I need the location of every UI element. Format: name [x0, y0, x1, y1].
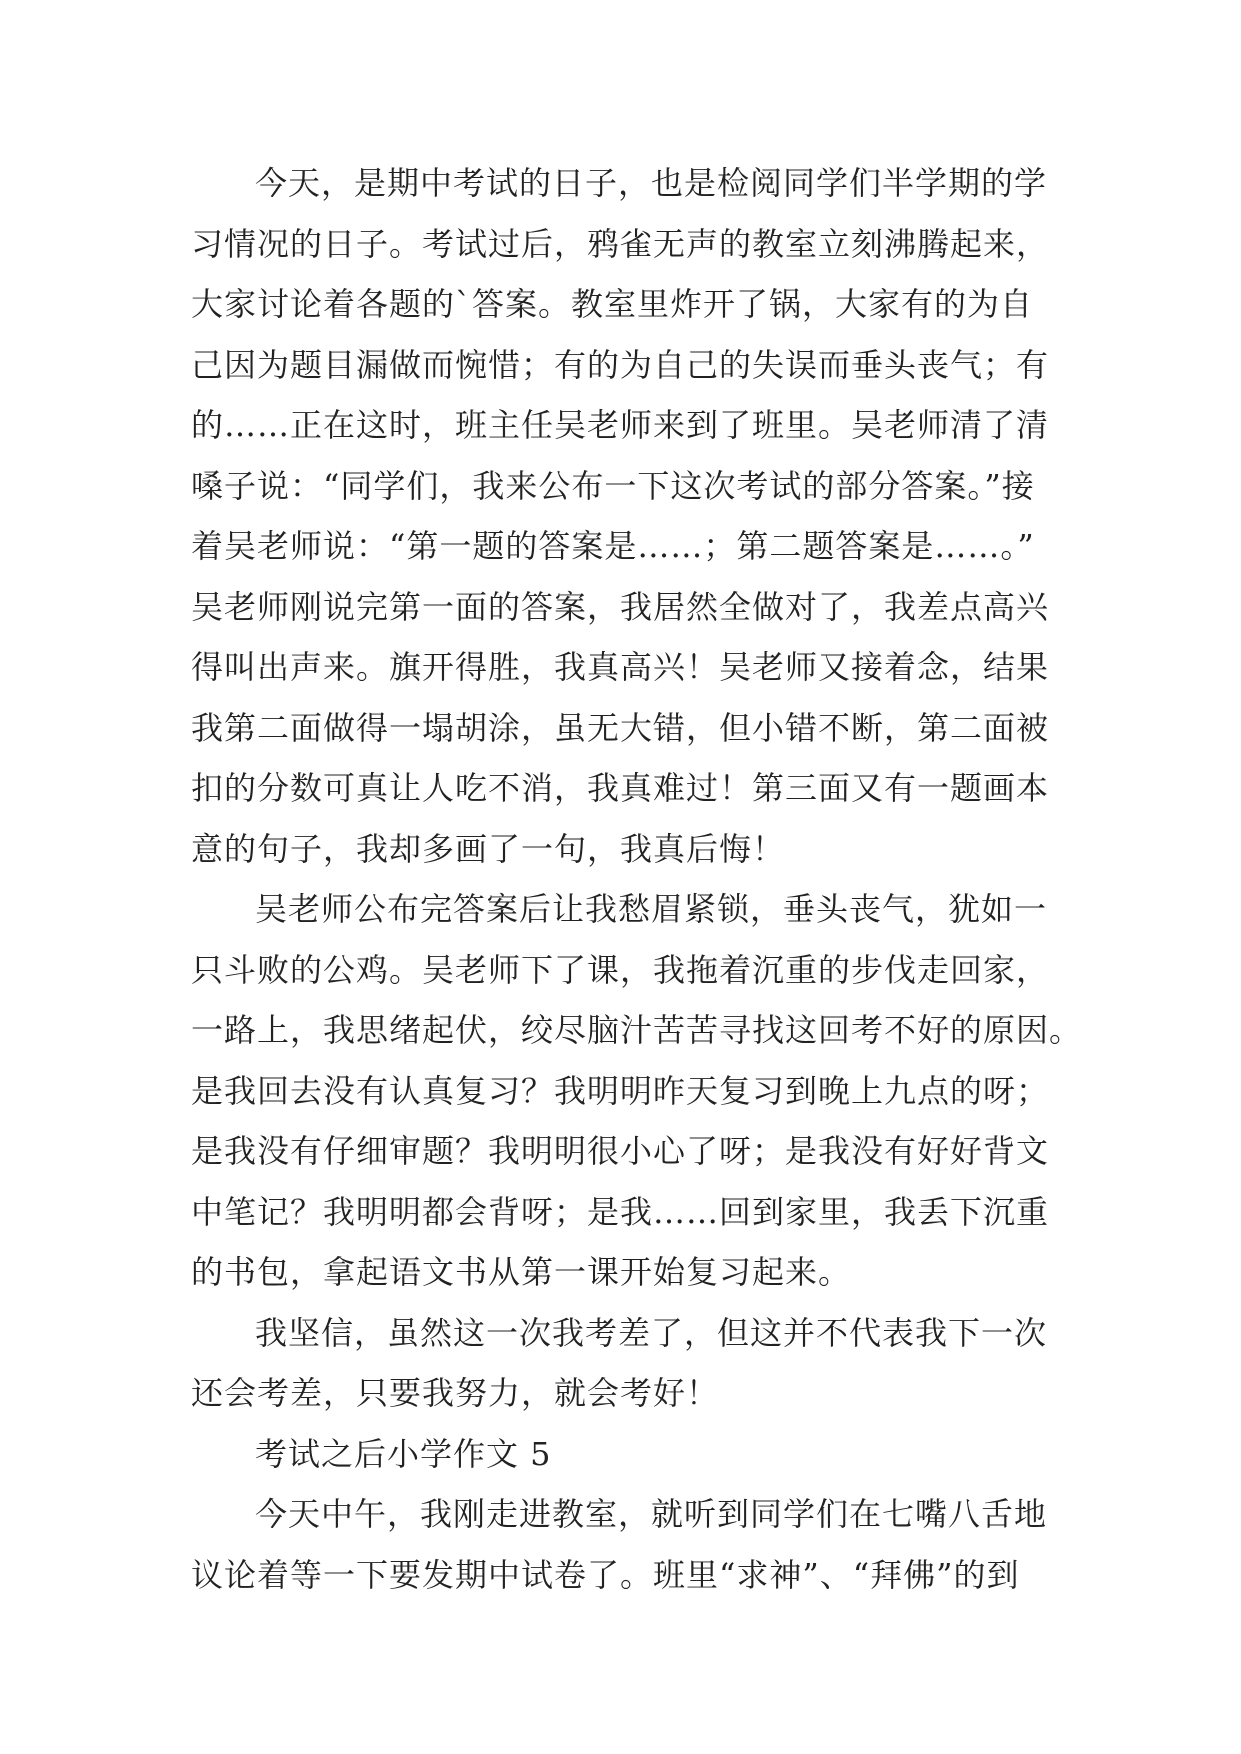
document-body — [191, 153, 1083, 1605]
paragraph-line: 得叫出声来。旗开得胜，我真高兴！吴老师又接着念，结果 — [191, 648, 1050, 686]
paragraph-line: 着吴老师说：“第一题的答案是……；第二题答案是……。” — [191, 527, 1035, 565]
paragraph-line: 扣的分数可真让人吃不消，我真难过！第三面又有一题画本 — [191, 769, 1050, 807]
paragraph-line: 我坚信，虽然这一次我考差了，但这并不代表我下一次 — [255, 1313, 1048, 1352]
paragraph-line: 是我回去没有认真复习？我明明昨天复习到晚上九点的呀； — [191, 1071, 1050, 1110]
section-title: 考试之后小学作文 5 — [255, 1434, 552, 1473]
paragraph-line: 还会考差，只要我努力，就会考好！ — [191, 1374, 720, 1412]
paragraph-line: 我第二面做得一塌胡涂，虽无大错，但小错不断，第二面被 — [191, 708, 1050, 747]
paragraph-line: 吴老师刚说完第一面的答案，我居然全做对了，我差点高兴 — [191, 587, 1050, 626]
paragraph-line: 的……正在这时，班主任吴老师来到了班里。吴老师清了清 — [191, 406, 1050, 444]
paragraph-line: 只斗败的公鸡。吴老师下了课，我拖着沉重的步伐走回家， — [191, 950, 1050, 989]
paragraph-line: 今天，是期中考试的日子，也是检阅同学们半学期的学 — [255, 164, 1048, 202]
paragraph-line: 吴老师公布完答案后让我愁眉紧锁，垂头丧气，犹如一 — [255, 890, 1048, 928]
paragraph-line: 一路上，我思绪起伏，绞尽脑汁苦苦寻找这回考不好的原因。 — [191, 1011, 1083, 1049]
paragraph-line: 的书包，拿起语文书从第一课开始复习起来。 — [191, 1253, 852, 1291]
paragraph-line: 大家讨论着各题的`答案。教室里炸开了锅，大家有的为自 — [191, 285, 1034, 323]
paragraph-line: 嗓子说：“同学们，我来公布一下这次考试的部分答案。”接 — [191, 466, 1035, 505]
paragraph-line: 中笔记？我明明都会背呀；是我……回到家里，我丢下沉重 — [191, 1192, 1050, 1231]
paragraph-line: 议论着等一下要发期中试卷了。班里“求神”、“拜佛”的到 — [191, 1555, 1020, 1594]
paragraph-line: 意的句子，我却多画了一句，我真后悔！ — [191, 829, 786, 868]
paragraph-line: 习情况的日子。考试过后，鸦雀无声的教室立刻沸腾起来， — [191, 224, 1050, 263]
paragraph-line: 是我没有仔细审题？我明明很小心了呀；是我没有好好背文 — [191, 1132, 1050, 1170]
paragraph-line: 己因为题目漏做而惋惜；有的为自己的失误而垂头丧气；有 — [191, 345, 1050, 384]
paragraph-line: 今天中午，我刚走进教室，就听到同学们在七嘴八舌地 — [255, 1495, 1048, 1533]
